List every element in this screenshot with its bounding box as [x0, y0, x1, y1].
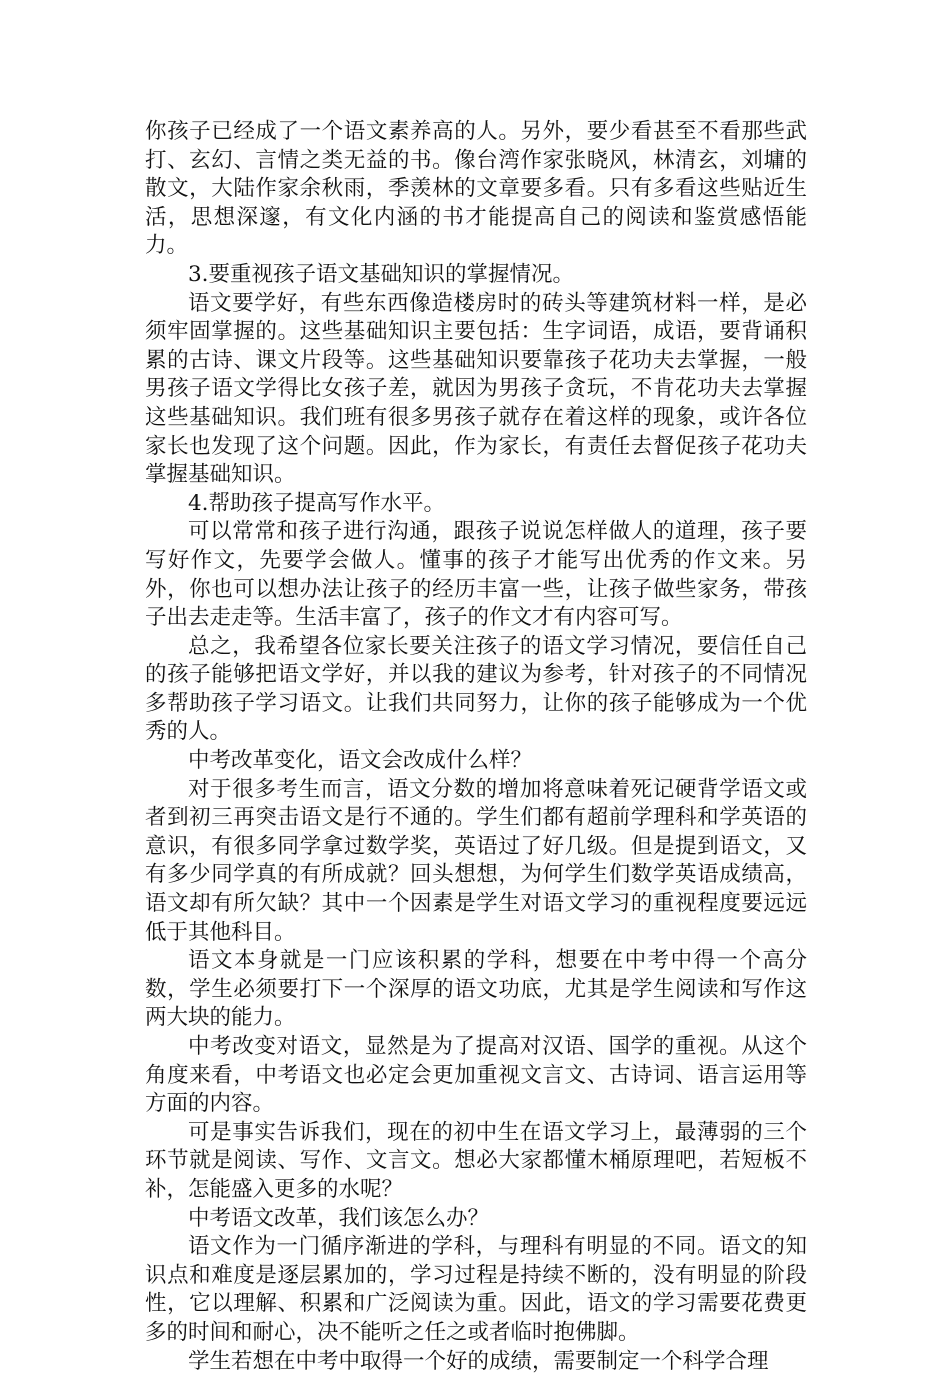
paragraph-continued: 你孩子已经成了一个语文素养高的人。另外，要少看甚至不看那些武打、玄幻、言情之类无益的书。像台湾作家张晓风，林清玄，刘墉的散文，大陆作家余秋雨，季羡林的文章要多看。只有多看这些贴近生活，思想深邃，有文化内涵的书才能提高自己的阅读和鉴赏感悟能力。	[145, 119, 807, 259]
paragraph: 可是事实告诉我们，现在的初中生在语文学习上，最薄弱的三个环节就是阅读、写作、文言文。想必大家都懂木桶原理吧，若短板不补，怎能盛入更多的水呢？	[145, 1119, 807, 1202]
section-heading: 中考语文改革，我们该怎么办？	[188, 1205, 490, 1231]
document-body	[145, 118, 807, 1376]
heading-point-3: 3.要重视孩子语文基础知识的掌握情况。	[188, 261, 575, 287]
paragraph: 总之，我希望各位家长要关注孩子的语文学习情况，要信任自己的孩子能够把语文学好，并以我的建议为参考，针对孩子的不同情况多帮助孩子学习语文。让我们共同努力，让你的孩子能够成为一个优秀的人。	[145, 633, 807, 745]
paragraph: 中考改变对语文，显然是为了提高对汉语、国学的重视。从这个角度来看，中考语文也必定会更加重视文言文、古诗词、语言运用等方面的内容。	[145, 1034, 807, 1117]
paragraph-truncated: 学生若想在中考中取得一个好的成绩，需要制定一个科学合理	[188, 1348, 769, 1374]
paragraph: 对于很多考生而言，语文分数的增加将意味着死记硬背学语文或者到初三再突击语文是行不通的。学生们都有超前学理科和学英语的意识，有很多同学拿过数学奖，英语过了好几级。但是提到语文，又有多少同学真的有所成就？回头想想，为何学生们数学英语成绩高，语文却有所欠缺？其中一个因素是学生对语文学习的重视程度要远远低于其他科目。	[145, 776, 807, 945]
paragraph: 语文本身就是一门应该积累的学科，想要在中考中得一个高分数，学生必须要打下一个深厚的语文功底，尤其是学生阅读和写作这两大块的能力。	[145, 948, 807, 1031]
heading-point-4: 4.帮助孩子提高写作水平。	[188, 490, 446, 516]
section-heading: 中考改革变化，语文会改成什么样？	[188, 748, 533, 774]
paragraph: 语文作为一门循序渐进的学科，与理科有明显的不同。语文的知识点和难度是逐层累加的，学习过程是持续不断的，没有明显的阶段性，它以理解、积累和广泛阅读为重。因此，语文的学习需要花费更多的时间和耐心，决不能听之任之或者临时抱佛脚。	[145, 1234, 807, 1345]
paragraph: 语文要学好，有些东西像造楼房时的砖头等建筑材料一样，是必须牢固掌握的。这些基础知识主要包括：生字词语，成语，要背诵积累的古诗、课文片段等。这些基础知识要靠孩子花功夫去掌握，一般男孩子语文学得比女孩子差，就因为男孩子贪玩，不肯花功夫去掌握这些基础知识。我们班有很多男孩子就存在着这样的现象，或许各位家长也发现了这个问题。因此，作为家长，有责任去督促孩子花功夫掌握基础知识。	[145, 290, 807, 488]
paragraph: 可以常常和孩子进行沟通，跟孩子说说怎样做人的道理，孩子要写好作文，先要学会做人。懂事的孩子才能写出优秀的作文来。另外，你也可以想办法让孩子的经历丰富一些，让孩子做些家务，带孩子出去走走等。生活丰富了，孩子的作文才有内容可写。	[145, 519, 807, 631]
